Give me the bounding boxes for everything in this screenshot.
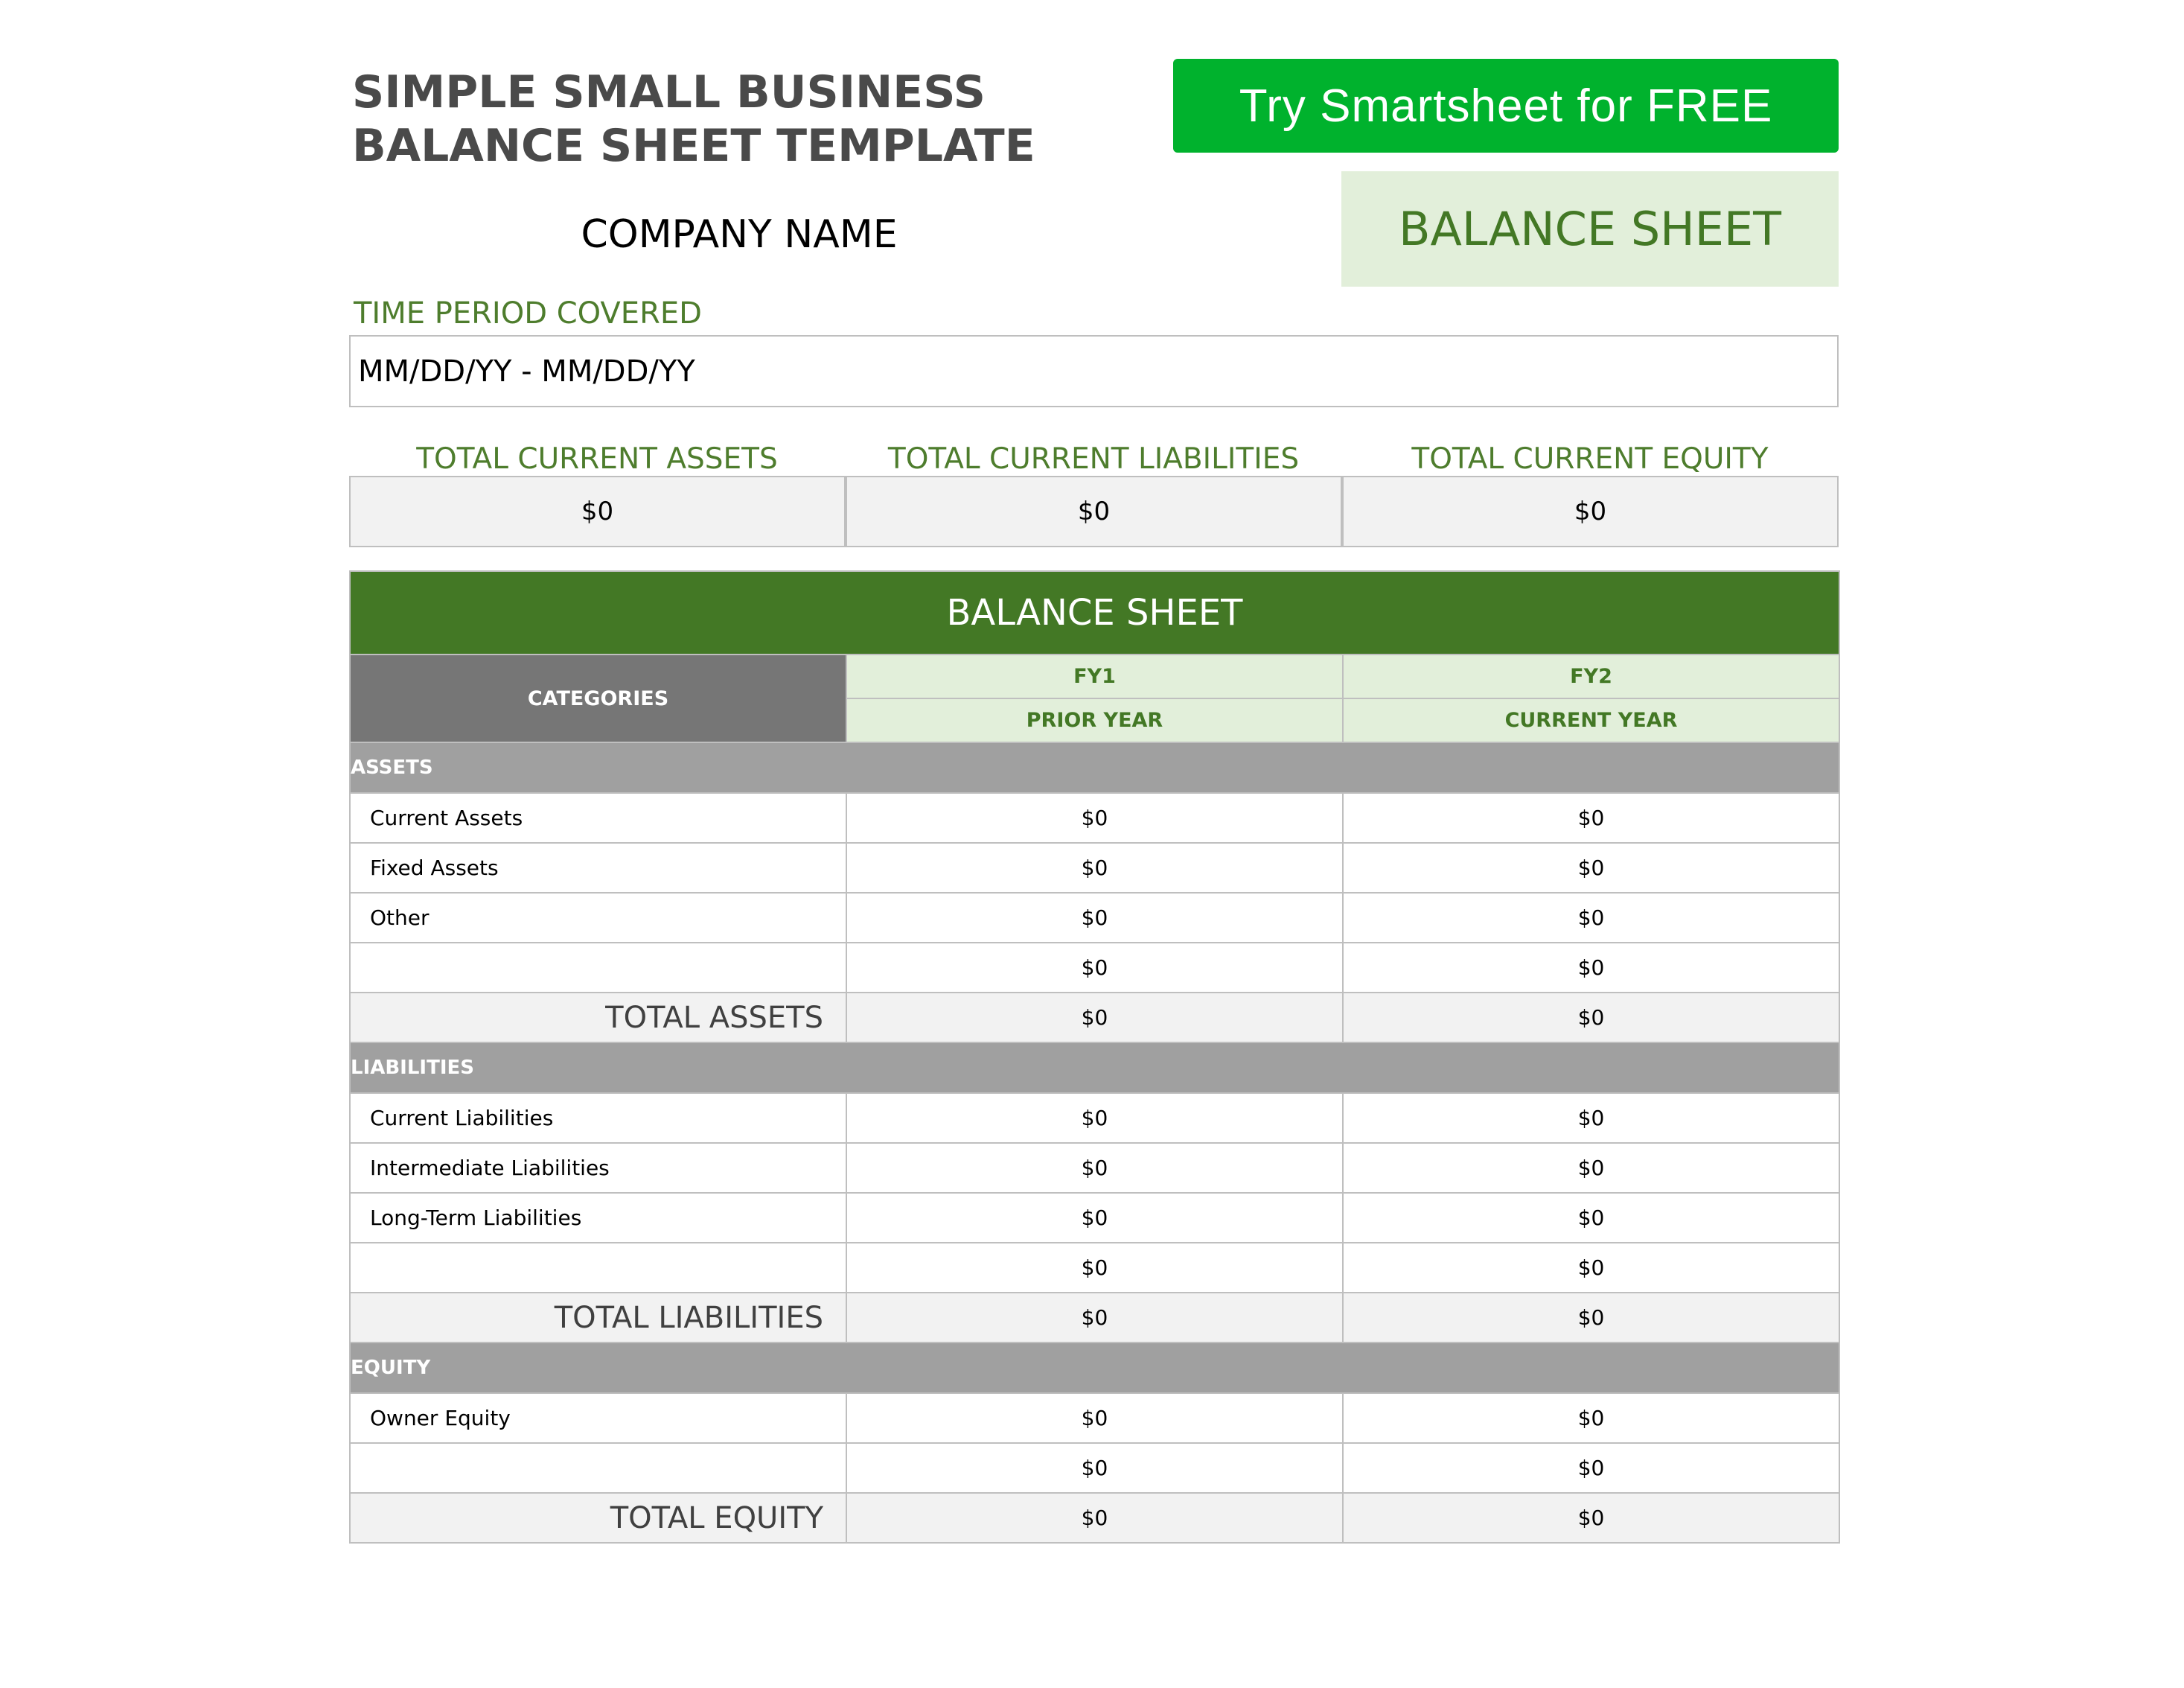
row-label[interactable]: Current Assets	[350, 793, 846, 843]
row-label[interactable]	[350, 1243, 846, 1293]
total-equity-fy1: $0	[846, 1493, 1343, 1543]
total-current-liabilities-value[interactable]: $0	[846, 476, 1342, 547]
total-current-equity-label: TOTAL CURRENT EQUITY	[1411, 442, 1769, 476]
balance-sheet-badge: BALANCE SHEET	[1341, 171, 1839, 287]
table-row	[350, 1393, 1839, 1443]
fy2-cell[interactable]: $0	[1343, 893, 1839, 943]
time-period-label: TIME PERIOD COVERED	[354, 296, 702, 331]
fy2-cell[interactable]: $0	[1343, 843, 1839, 893]
fy1-cell[interactable]: $0	[846, 1393, 1343, 1443]
table-row	[350, 1143, 1839, 1193]
assets-heading: ASSETS	[350, 742, 1839, 793]
fy2-cell[interactable]: $0	[1343, 1193, 1839, 1243]
table-row	[350, 843, 1839, 893]
row-label[interactable]	[350, 1443, 846, 1493]
time-period-field[interactable]: MM/DD/YY - MM/DD/YY	[349, 335, 1839, 407]
total-current-liabilities-label: TOTAL CURRENT LIABILITIES	[887, 442, 1300, 476]
fy1-cell[interactable]: $0	[846, 1143, 1343, 1193]
total-assets-row	[350, 993, 1839, 1042]
title-line-2: BALANCE SHEET TEMPLATE	[352, 120, 1035, 172]
fy1-cell[interactable]: $0	[846, 1243, 1343, 1293]
table-row	[350, 793, 1839, 843]
company-name[interactable]: COMPANY NAME	[581, 212, 898, 257]
fy2-header: FY2	[1343, 655, 1839, 698]
total-assets-fy2: $0	[1343, 993, 1839, 1042]
row-label[interactable]: Intermediate Liabilities	[350, 1143, 846, 1193]
total-current-equity-value[interactable]: $0	[1342, 476, 1839, 547]
row-label[interactable]: Other	[350, 893, 846, 943]
fy1-cell[interactable]: $0	[846, 793, 1343, 843]
document-title	[352, 66, 1035, 173]
table-title: BALANCE SHEET	[350, 571, 1839, 655]
total-liabilities-fy1: $0	[846, 1293, 1343, 1343]
assets-section-row	[350, 742, 1839, 793]
total-equity-label: TOTAL EQUITY	[350, 1493, 846, 1543]
total-equity-row	[350, 1493, 1839, 1543]
liabilities-heading: LIABILITIES	[350, 1042, 1839, 1093]
total-assets-label: TOTAL ASSETS	[350, 993, 846, 1042]
total-liabilities-fy2: $0	[1343, 1293, 1839, 1343]
fy2-cell[interactable]: $0	[1343, 1243, 1839, 1293]
table-row	[350, 1443, 1839, 1493]
fy1-cell[interactable]: $0	[846, 943, 1343, 993]
total-assets-fy1: $0	[846, 993, 1343, 1042]
table-row	[350, 1093, 1839, 1143]
row-label[interactable]: Long-Term Liabilities	[350, 1193, 846, 1243]
fy2-cell[interactable]: $0	[1343, 793, 1839, 843]
fy1-cell[interactable]: $0	[846, 1443, 1343, 1493]
row-label[interactable]: Current Liabilities	[350, 1093, 846, 1143]
title-line-1: SIMPLE SMALL BUSINESS	[352, 66, 986, 118]
row-label[interactable]	[350, 943, 846, 993]
table-row	[350, 893, 1839, 943]
table-row	[350, 1243, 1839, 1293]
fy1-cell[interactable]: $0	[846, 893, 1343, 943]
fy2-cell[interactable]: $0	[1343, 1093, 1839, 1143]
row-label[interactable]: Owner Equity	[350, 1393, 846, 1443]
total-current-assets-label: TOTAL CURRENT ASSETS	[416, 442, 778, 476]
liabilities-section-row	[350, 1042, 1839, 1093]
table-row	[350, 943, 1839, 993]
fy2-cell[interactable]: $0	[1343, 1393, 1839, 1443]
fy1-cell[interactable]: $0	[846, 1193, 1343, 1243]
fy2-cell[interactable]: $0	[1343, 1143, 1839, 1193]
total-liabilities-row	[350, 1293, 1839, 1343]
total-current-assets-value[interactable]: $0	[349, 476, 846, 547]
current-year-header: CURRENT YEAR	[1343, 698, 1839, 742]
total-equity-fy2: $0	[1343, 1493, 1839, 1543]
fy2-cell[interactable]: $0	[1343, 943, 1839, 993]
balance-sheet-table	[349, 570, 1840, 1544]
table-row	[350, 1193, 1839, 1243]
fy1-header: FY1	[846, 655, 1343, 698]
table-title-row	[350, 571, 1839, 655]
prior-year-header: PRIOR YEAR	[846, 698, 1343, 742]
equity-section-row	[350, 1343, 1839, 1393]
fy2-cell[interactable]: $0	[1343, 1443, 1839, 1493]
row-label[interactable]: Fixed Assets	[350, 843, 846, 893]
categories-header: CATEGORIES	[350, 655, 846, 742]
try-smartsheet-button[interactable]: Try Smartsheet for FREE	[1173, 59, 1839, 153]
fy1-cell[interactable]: $0	[846, 1093, 1343, 1143]
total-liabilities-label: TOTAL LIABILITIES	[350, 1293, 846, 1343]
fy1-cell[interactable]: $0	[846, 843, 1343, 893]
equity-heading: EQUITY	[350, 1343, 1839, 1393]
